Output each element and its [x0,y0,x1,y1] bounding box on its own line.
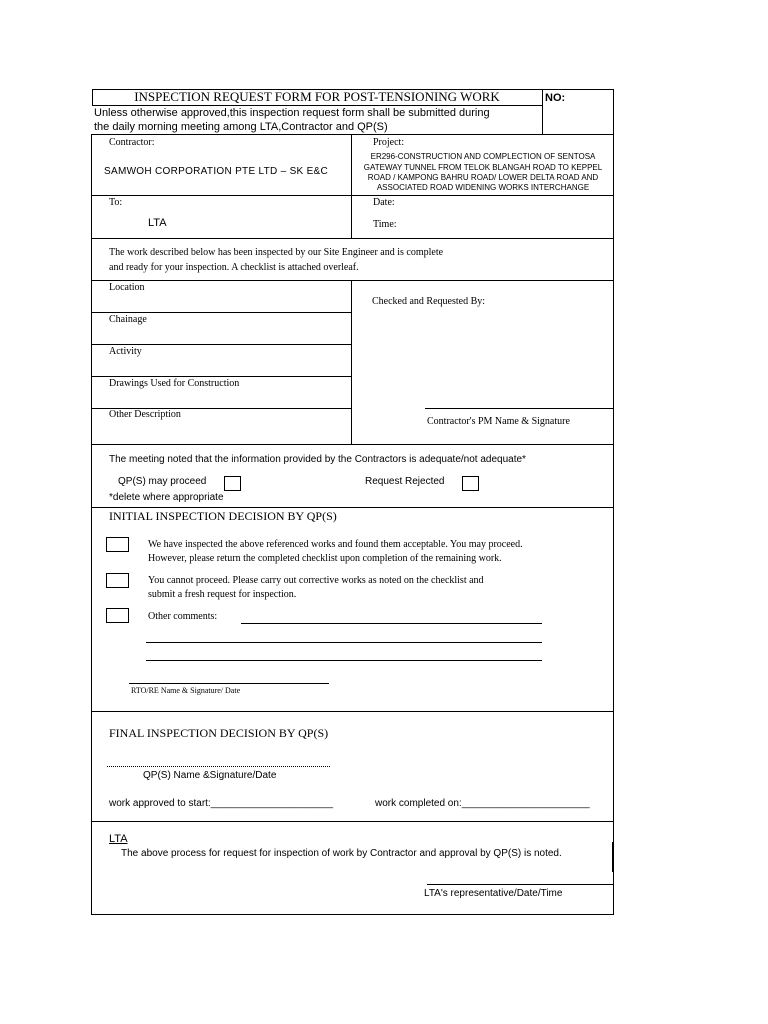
divider-final-lta [91,821,614,822]
meeting-note: The meeting noted that the information provided by the Contractors is adequate/not adequate* [109,454,526,465]
time-label: Time: [373,219,397,230]
reject-line-2: submit a fresh request for inspection. [148,589,297,600]
chainage-label: Chainage [109,314,147,325]
instruction-line-2: the daily morning meeting among LTA,Contractor and QP(S) [94,121,388,133]
divider-chainage [91,312,352,313]
reject-line-1: You cannot proceed. Please carry out corrective works as noted on the checklist and [148,575,484,586]
comment-line-1[interactable] [241,623,542,624]
divider-fields-meeting [91,444,614,445]
column-divider-fields [351,280,352,444]
qps-signature-label: QP(S) Name &Signature/Date [143,770,277,781]
drawings-label: Drawings Used for Construction [109,378,240,389]
divider-drawings [91,376,352,377]
reject-checkbox[interactable] [106,573,129,588]
rejected-checkbox[interactable] [462,476,479,491]
lta-signature-label: LTA's representative/Date/Time [424,888,563,899]
rejected-label: Request Rejected [365,476,445,487]
contractor-value[interactable]: SAMWOH CORPORATION PTE LTD – SK E&C [104,166,329,177]
location-label: Location [109,282,145,293]
other-comments-label: Other comments: [148,611,218,622]
delete-note: *delete where appropriate [109,492,224,503]
other-description-label: Other Description [109,409,181,420]
pm-signature-label: Contractor's PM Name & Signature [427,416,570,427]
form-title: INSPECTION REQUEST FORM FOR POST-TENSIONING WORK [134,89,500,104]
divider-meeting-initial [91,507,614,508]
to-label: To: [109,197,123,208]
divider-statement-fields [91,280,614,281]
divider-activity [91,344,352,345]
project-label: Project: [373,137,405,148]
divider-to-statement [91,238,614,239]
statement-line-1: The work described below has been inspected by our Site Engineer and is complete [109,247,444,258]
qps-signature-line [107,766,330,767]
lta-right-tick [612,842,613,872]
proceed-label: QP(S) may proceed [118,476,207,487]
no-label: NO: [545,92,566,104]
to-value[interactable]: LTA [148,217,167,229]
date-label: Date: [373,197,395,208]
divider-initial-final [91,711,614,712]
lta-heading: LTA [109,833,128,845]
rto-signature-label: RTO/RE Name & Signature/ Date [131,686,241,695]
other-comments-checkbox[interactable] [106,608,129,623]
comment-line-3[interactable] [146,660,542,661]
project-line-3: ROAD / KAMPONG BAHRU ROAD/ LOWER DELTA ROAD AND [367,173,599,182]
rto-signature-line [129,683,329,684]
accept-line-1: We have inspected the above referenced works and found them acceptable. You may proceed. [148,539,523,550]
final-heading: FINAL INSPECTION DECISION BY QP(S) [109,726,329,740]
activity-label: Activity [109,346,142,357]
instruction-line-1: Unless otherwise approved,this inspection request form shall be submitted during [94,107,490,119]
pm-signature-line [425,408,614,409]
column-divider-top [351,134,352,238]
work-approved-label[interactable]: work approved to start:______________________ [109,798,334,809]
lta-signature-line [427,884,614,885]
work-completed-label[interactable]: work completed on:_______________________ [375,798,590,809]
comment-line-2[interactable] [146,642,542,643]
accept-line-2: However, please return the completed checklist upon completion of the remaining work. [148,553,502,564]
title-bottom-rule [92,105,542,106]
project-line-2: GATEWAY TUNNEL FROM TELOK BLANGAH ROAD TO KEPPEL [363,163,603,172]
proceed-checkbox[interactable] [224,476,241,491]
project-line-4: ASSOCIATED ROAD WIDENING WORKS INTERCHANGE [376,183,590,192]
divider-contractor-to [91,195,614,196]
project-line-1: ER296-CONSTRUCTION AND COMPLECTION OF SENTOSA [370,152,596,161]
statement-line-2: and ready for your inspection. A checklist is attached overleaf. [109,262,359,273]
contractor-label: Contractor: [109,137,155,148]
accept-checkbox[interactable] [106,537,129,552]
lta-note: The above process for request for inspection of work by Contractor and approval by QP(S) is noted. [121,848,562,859]
initial-heading: INITIAL INSPECTION DECISION BY QP(S) [109,509,337,523]
checked-by-label: Checked and Requested By: [372,296,486,307]
